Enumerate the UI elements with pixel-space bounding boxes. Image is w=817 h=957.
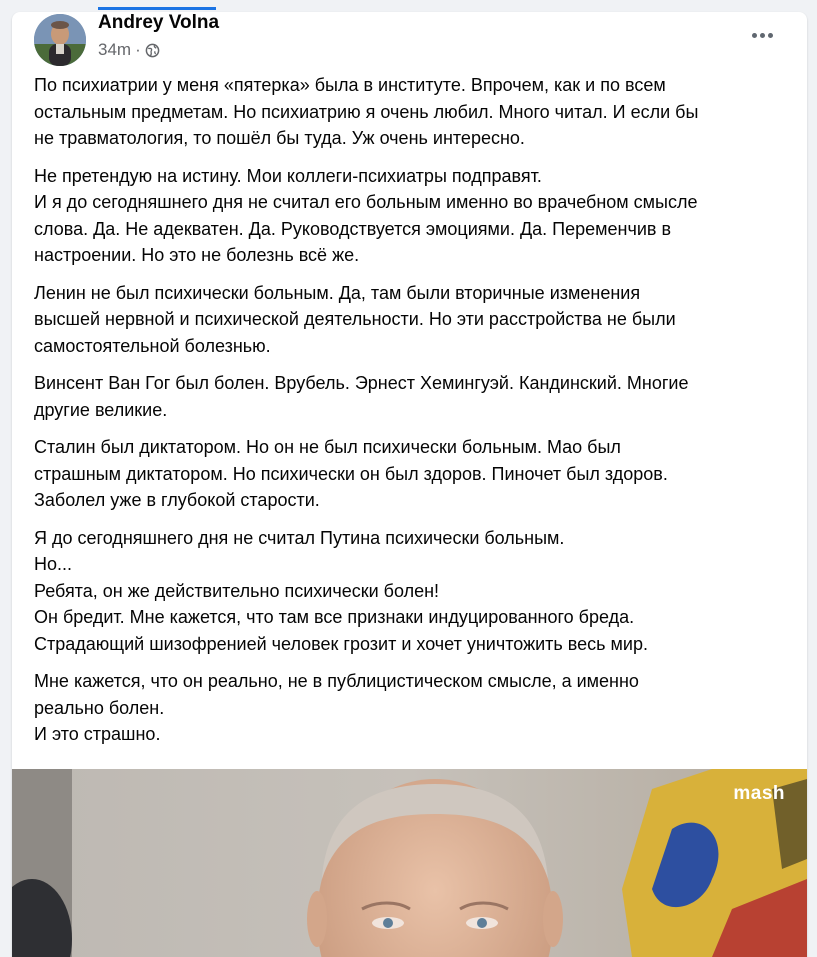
post-line: остальным предметам. Но психиатрию я очень любил. Много читал. И если бы — [34, 101, 699, 122]
post-text — [34, 72, 794, 759]
post-line: настроении. Но это не болезнь всё же. — [34, 245, 360, 265]
more-options-icon — [768, 33, 773, 38]
post-line: Но... — [34, 554, 73, 574]
post-line: Заболел уже в глубокой старости. — [34, 490, 320, 510]
post-paragraph — [34, 370, 794, 423]
post-line: страшным диктатором. Но психически он был здоров. Пиночет был здоров. — [34, 463, 668, 484]
post-line: Он бредит. Мне кажется, что там все признаки индуцированного бреда. — [34, 607, 635, 627]
globe-icon — [145, 43, 160, 58]
top-bar — [0, 0, 817, 10]
author-avatar[interactable] — [34, 14, 86, 66]
post-line: Не претендую на истину. Мои коллеги-психиатры подправят. — [34, 165, 542, 186]
post-line: По психиатрии у меня «пятерка» была в институте. Впрочем, как и по всем — [34, 75, 666, 95]
post-meta — [98, 40, 160, 60]
post-line: Винсент Ван Гог был болен. Врубель. Эрнест Хемингуэй. Кандинский. Многие — [34, 373, 689, 393]
meta-separator: · — [135, 40, 141, 59]
photo-watermark: mash — [733, 783, 785, 804]
post-line: Ленин не был психически больным. Да, там были вторичные изменения — [34, 282, 641, 303]
post-paragraph — [34, 72, 794, 152]
post-line: высшей нервной и психической деятельности. Но эти расстройства не были — [34, 309, 676, 329]
post-paragraph — [34, 163, 794, 269]
post-line: другие великие. — [34, 399, 168, 420]
more-options-icon — [760, 33, 765, 38]
post-line: Страдающий шизофренией человек грозит и хочет уничтожить весь мир. — [34, 633, 648, 654]
post-line: Мне кажется, что он реально, не в публицистическом смысле, а именно — [34, 671, 639, 691]
post-paragraph — [34, 434, 794, 514]
post-paragraph — [34, 280, 794, 360]
photo-image — [12, 769, 807, 957]
post-paragraph — [34, 525, 794, 658]
post-line: И я до сегодняшнего дня не считал его больным именно во врачебном смысле — [34, 192, 698, 212]
post-line: И это страшно. — [34, 724, 161, 744]
post-line: слова. Да. Не адекватен. Да. Руководствуется эмоциями. Да. Переменчив в — [34, 218, 672, 239]
post-card — [12, 12, 807, 957]
post-line: самостоятельной болезнью. — [34, 335, 271, 356]
loading-progress-bar — [98, 7, 216, 10]
post-line: Ребята, он же действительно психически болен! — [34, 580, 440, 601]
post-timestamp[interactable]: 34m — [98, 40, 132, 59]
post-paragraph — [34, 668, 794, 748]
more-options-button[interactable] — [742, 20, 782, 50]
post-header — [12, 12, 807, 70]
post-line: не травматология, то пошёл бы туда. Уж очень интересно. — [34, 128, 525, 148]
post-photo[interactable] — [12, 769, 807, 957]
author-name[interactable]: Andrey Volna — [98, 12, 220, 33]
post-line: реально болен. — [34, 697, 165, 718]
post-line: Я до сегодняшнего дня не считал Путина психически больным. — [34, 527, 565, 548]
post-line: Сталин был диктатором. Но он не был психически больным. Мао был — [34, 437, 621, 457]
avatar-image — [34, 14, 86, 66]
more-options-icon — [752, 33, 757, 38]
